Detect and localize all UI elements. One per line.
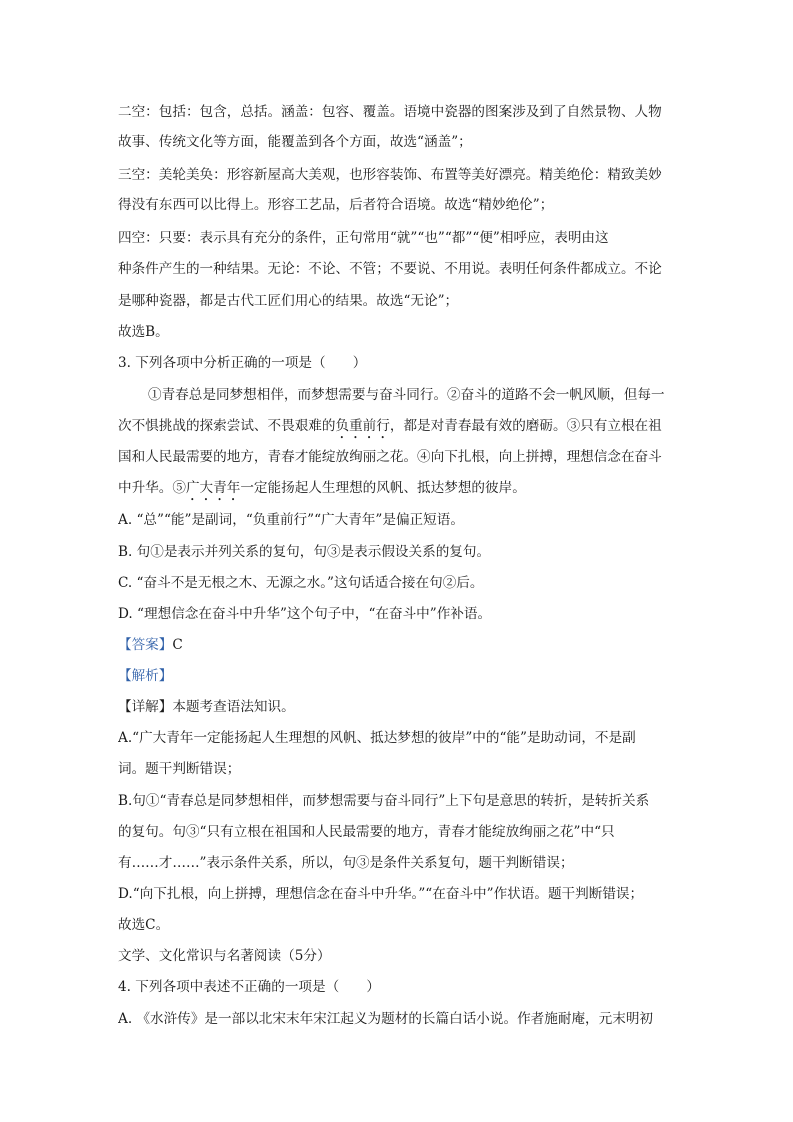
passage-text: 中升华。⑤ — [118, 480, 186, 496]
text-line: 三空：美轮美奂：形容新屋高大美观，也形容装饰、布置等美好漂亮。精美绝伦：精致美妙 — [118, 167, 662, 183]
passage-text: ，都是对青春最有效的磨砺。③只有立根在祖 — [389, 418, 662, 434]
option-a: A. 《水浒传》是一部以北宋末年宋江起义为题材的长篇白话小说。作者施耐庵，元末明初 — [118, 1011, 654, 1027]
detail-label: 【详解】 — [118, 699, 173, 715]
question-3-stem: 3. 下列各项中分析正确的一项是（ ） — [118, 355, 367, 371]
passage-line — [118, 417, 688, 442]
text-line: 故事、传统文化等方面，能覆盖到各个方面，故选“涵盖”； — [118, 134, 472, 150]
option-c: C. “奋斗不是无根之木、无源之水。”这句话适合接在句②后。 — [118, 575, 484, 591]
explanation-line: 故选C。 — [118, 917, 170, 933]
passage-text: 一定能扬起人生理想的风帆、抵达梦想的彼岸。 — [240, 480, 526, 496]
text-line: 四空：只要：表示具有充分的条件，正句常用“就”“也”“都”“便”相呼应，表明由这 — [118, 230, 609, 246]
question-4-stem: 4. 下列各项中表述不正确的一项是（ ） — [118, 979, 380, 995]
option-a: A. “总”“能”是副词，“负重前行”“广大青年”是偏正短语。 — [118, 512, 464, 528]
explanation-line: 的复句。句③“只有立根在祖国和人民最需要的地方，青春才能绽放绚丽之花”中“只 — [118, 824, 615, 840]
analysis-label: 【解析】 — [118, 668, 173, 684]
answer-line — [118, 636, 688, 654]
detail-line — [118, 698, 688, 716]
section-heading: 文学、文化常识与名著阅读（5分） — [118, 948, 331, 964]
emphasized-phrase: 广大青年 — [185, 480, 241, 496]
explanation-line: D.“向下扎根，向上拼搏，理想信念在奋斗中升华。”“在奋斗中”作状语。题干判断错误； — [118, 886, 644, 902]
passage-text: 次不惧挑战的探索尝试、不畏艰难的 — [118, 418, 336, 434]
explanation-line: 词。题干判断错误； — [118, 761, 241, 777]
explanation-line: B.句①“青春总是同梦想相伴，而梦想需要与奋斗同行”上下句是意思的转折，是转折关系 — [118, 793, 650, 809]
passage-line — [118, 479, 688, 504]
explanation-line: A.“广大青年一定能扬起人生理想的风帆、抵达梦想的彼岸”中的“能”是助动词，不是副 — [118, 730, 636, 746]
text-line: 是哪种瓷器，都是古代工匠们用心的结果。故选“无论”； — [118, 293, 459, 309]
passage-line: 国和人民最需要的地方，青春才能绽放绚丽之花。④向下扎根，向上拼搏，理想信念在奋斗 — [118, 449, 662, 465]
text-line: 二空：包括：包含，总括。涵盖：包容、覆盖。语境中瓷器的图案涉及到了自然景物、人物 — [118, 104, 662, 120]
option-b: B. 句①是表示并列关系的复句，句③是表示假设关系的复句。 — [118, 544, 491, 560]
answer-value: C — [172, 637, 183, 653]
answer-label: 【答案】 — [118, 637, 173, 653]
text-line: 种条件产生的一种结果。无论：不论、不管；不要说、不用说。表明任何条件都成立。不论 — [118, 261, 662, 277]
text-line: 得没有东西可以比得上。形容工艺品，后者符合语境。故选“精妙绝伦”； — [118, 197, 554, 213]
passage-line: ①青春总是同梦想相伴，而梦想需要与奋斗同行。②奋斗的道路不会一帆风顺，但每一 — [148, 387, 665, 403]
text-line: 故选B。 — [118, 324, 169, 340]
detail-text: 本题考查语法知识。 — [172, 699, 295, 715]
emphasized-phrase: 负重前行 — [335, 418, 390, 434]
explanation-line: 有……才……”表示条件关系，所以，句③是条件关系复句，题干判断错误； — [118, 855, 574, 871]
option-d: D. “理想信念在奋斗中升华”这个句子中，“在奋斗中”作补语。 — [118, 606, 492, 622]
